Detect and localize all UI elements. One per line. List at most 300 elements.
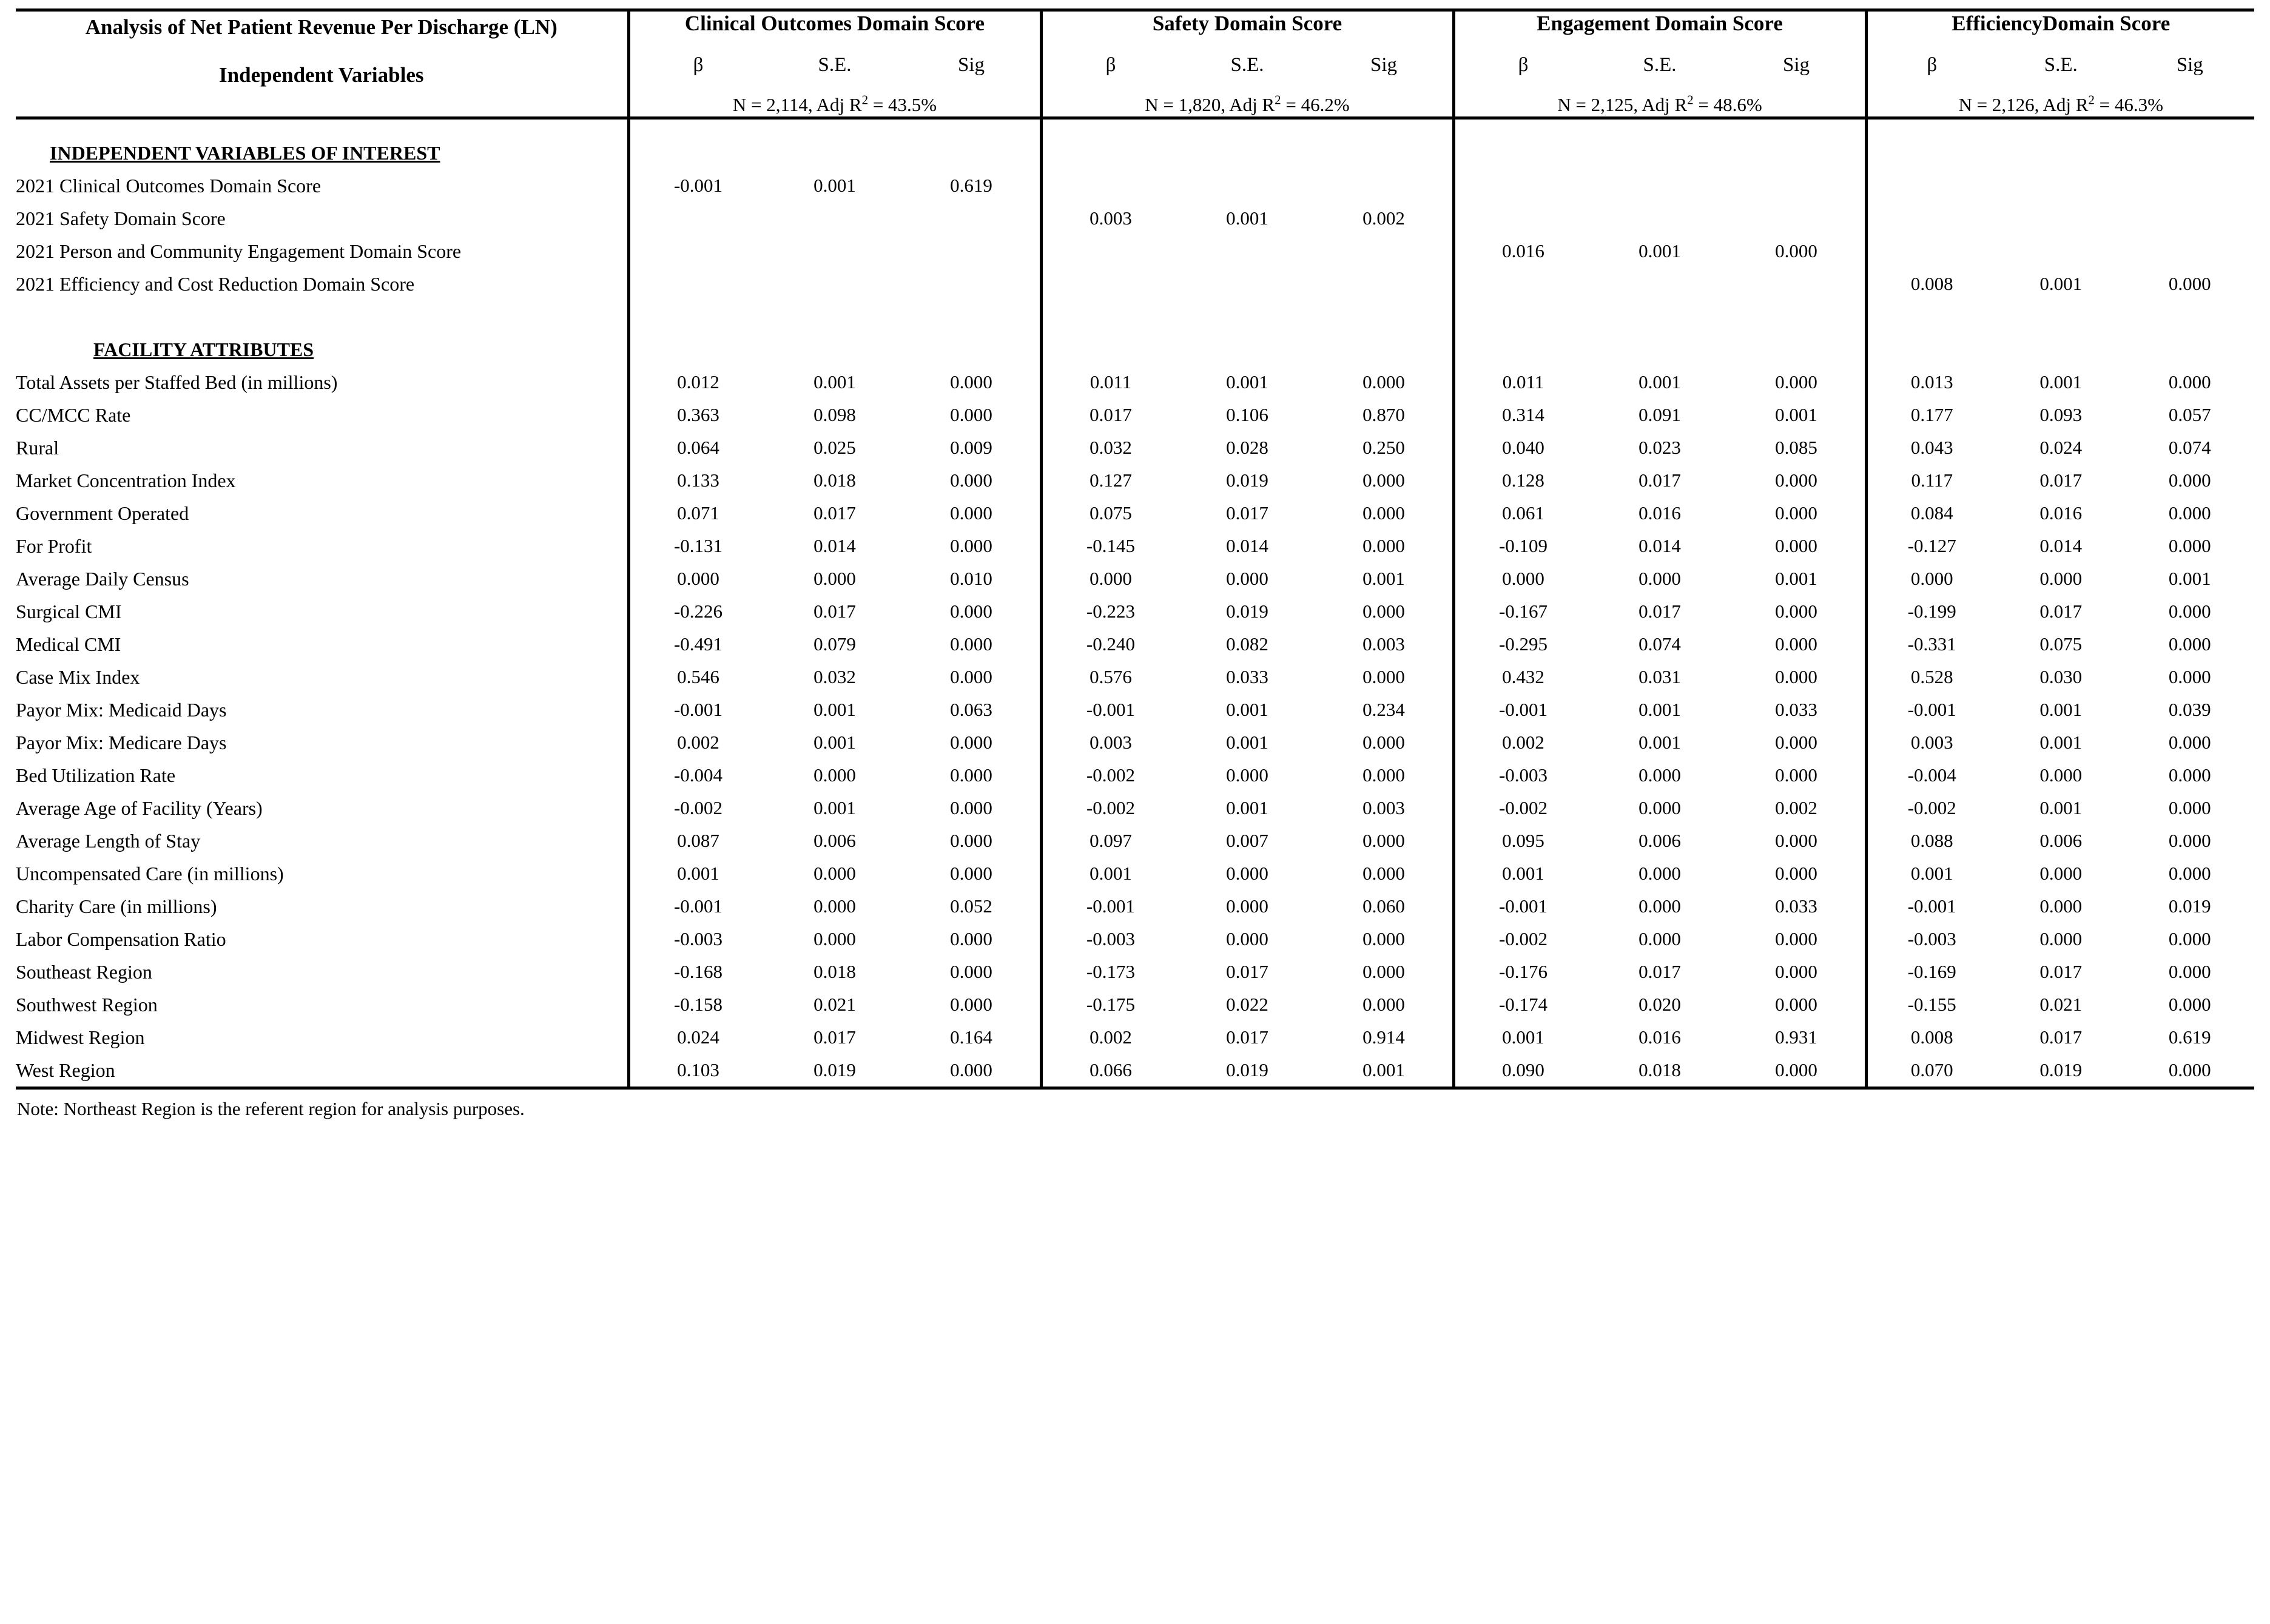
table-row bbox=[1455, 497, 1865, 530]
se-value: 0.001 bbox=[2039, 273, 2083, 294]
table-row bbox=[1455, 988, 1865, 1021]
se-value: 0.016 bbox=[1639, 1026, 1681, 1048]
table-row bbox=[630, 857, 1040, 890]
coefficient-group bbox=[1868, 857, 2255, 890]
sig-value: 0.063 bbox=[950, 699, 992, 720]
beta-value: 0.576 bbox=[1090, 666, 1132, 687]
beta-value: 0.000 bbox=[1910, 568, 1953, 589]
sig-value: 0.164 bbox=[950, 1026, 992, 1048]
coefficient-group bbox=[1868, 923, 2255, 955]
se-value: 0.000 bbox=[1639, 895, 1681, 917]
beta-value: 0.075 bbox=[1090, 502, 1132, 524]
coefficient-group bbox=[1868, 890, 2255, 923]
se-value: 0.106 bbox=[1226, 404, 1268, 425]
beta-value: 0.095 bbox=[1502, 830, 1544, 851]
sig-value: 0.000 bbox=[2168, 928, 2211, 949]
table-row bbox=[630, 562, 1040, 595]
sig-value: 0.000 bbox=[2168, 666, 2211, 687]
table-row bbox=[630, 169, 1040, 202]
coefficient-group bbox=[630, 431, 1040, 464]
se-value: 0.017 bbox=[2039, 470, 2083, 491]
subcol-se: S.E. bbox=[1230, 54, 1264, 76]
sig-value: 0.000 bbox=[950, 535, 992, 556]
beta-value: 0.363 bbox=[677, 404, 719, 425]
table-row bbox=[630, 628, 1040, 661]
variable-label: Total Assets per Staffed Bed (in millions) bbox=[16, 371, 338, 393]
coefficient-group bbox=[1868, 595, 2255, 628]
beta-value: -0.167 bbox=[1498, 601, 1548, 622]
header-domain-efficiency bbox=[1866, 10, 2254, 118]
beta-value: -0.240 bbox=[1086, 633, 1136, 655]
sig-value: 0.000 bbox=[1775, 371, 1817, 393]
table-row bbox=[1868, 431, 2255, 464]
subcol-beta: β bbox=[1927, 54, 1938, 76]
coefficient-group bbox=[1043, 988, 1452, 1021]
subcol-beta: β bbox=[1105, 54, 1116, 76]
sig-value: 0.000 bbox=[1362, 732, 1405, 753]
subcol-beta: β bbox=[693, 54, 704, 76]
sig-value: 0.002 bbox=[1775, 797, 1817, 818]
beta-value: 0.000 bbox=[1502, 568, 1544, 589]
sig-value: 0.000 bbox=[2168, 732, 2211, 753]
sig-value: 0.000 bbox=[1362, 830, 1405, 851]
se-value: 0.017 bbox=[1639, 470, 1681, 491]
beta-value: -0.199 bbox=[1907, 601, 1956, 622]
sig-value: 0.000 bbox=[1362, 764, 1405, 786]
se-value: 0.017 bbox=[1226, 1026, 1268, 1048]
sig-value: 0.000 bbox=[950, 601, 992, 622]
table-row bbox=[1043, 988, 1452, 1021]
se-value: 0.075 bbox=[2039, 633, 2083, 655]
coefficient-group bbox=[1455, 464, 1865, 497]
coefficient-group bbox=[630, 628, 1040, 661]
se-value: 0.001 bbox=[1639, 699, 1681, 720]
se-value: 0.000 bbox=[2039, 928, 2083, 949]
table-row bbox=[1455, 366, 1865, 399]
beta-value: 0.090 bbox=[1502, 1059, 1544, 1080]
coefficient-group bbox=[1868, 1021, 2255, 1054]
se-value: 0.028 bbox=[1226, 437, 1268, 458]
spacer bbox=[1043, 120, 1452, 136]
sig-value: 0.000 bbox=[1775, 863, 1817, 884]
table-body bbox=[16, 118, 2254, 1088]
beta-value: -0.175 bbox=[1086, 994, 1136, 1015]
coefficient-group bbox=[1868, 824, 2255, 857]
table-row bbox=[1868, 1054, 2255, 1087]
coefficient-group bbox=[1043, 1021, 1452, 1054]
table-row bbox=[1455, 857, 1865, 890]
beta-value: 0.032 bbox=[1090, 437, 1132, 458]
subcol-se: S.E. bbox=[2044, 54, 2078, 76]
table-row bbox=[630, 268, 1040, 300]
sig-value: 0.000 bbox=[2168, 994, 2211, 1015]
coefficient-group bbox=[630, 923, 1040, 955]
se-value: 0.006 bbox=[813, 830, 856, 851]
table-row bbox=[630, 497, 1040, 530]
se-value: 0.022 bbox=[1226, 994, 1268, 1015]
sig-value: 0.001 bbox=[1775, 568, 1817, 589]
coefficient-group bbox=[1455, 595, 1865, 628]
se-value: 0.000 bbox=[813, 568, 856, 589]
beta-value: -0.168 bbox=[673, 961, 723, 982]
beta-value: 0.040 bbox=[1502, 437, 1544, 458]
se-value: 0.033 bbox=[1226, 666, 1268, 687]
table-row bbox=[630, 595, 1040, 628]
table-row bbox=[1868, 988, 2255, 1021]
domain-title: Safety Domain Score bbox=[1152, 12, 1342, 35]
coefficient-group bbox=[1455, 431, 1865, 464]
spacer-row bbox=[1455, 300, 1865, 333]
sig-value: 0.000 bbox=[950, 764, 992, 786]
sig-value: 0.003 bbox=[1362, 797, 1405, 818]
se-value: 0.000 bbox=[1639, 764, 1681, 786]
section-heading-spacer bbox=[1868, 333, 2255, 366]
table-row bbox=[630, 988, 1040, 1021]
table-row bbox=[1868, 366, 2255, 399]
sig-value: 0.052 bbox=[950, 895, 992, 917]
spacer bbox=[16, 120, 627, 136]
beta-value: -0.004 bbox=[1907, 764, 1956, 786]
beta-value: -0.223 bbox=[1086, 601, 1136, 622]
variable-label: Bed Utilization Rate bbox=[16, 764, 176, 786]
beta-value: 0.088 bbox=[1910, 830, 1953, 851]
beta-value: -0.001 bbox=[1907, 699, 1956, 720]
variable-label: Payor Mix: Medicare Days bbox=[16, 732, 227, 753]
subcol-sig: Sig bbox=[1782, 54, 1810, 76]
coefficient-group bbox=[630, 169, 1040, 202]
table-row bbox=[630, 955, 1040, 988]
coefficient-group bbox=[1455, 366, 1865, 399]
subcol-beta: β bbox=[1518, 54, 1529, 76]
table-row bbox=[1455, 693, 1865, 726]
table-row bbox=[1868, 792, 2255, 824]
se-value: 0.000 bbox=[813, 895, 856, 917]
sig-value: 0.000 bbox=[1362, 666, 1405, 687]
variable-label: 2021 Clinical Outcomes Domain Score bbox=[16, 175, 322, 197]
sig-value: 0.000 bbox=[950, 371, 992, 393]
sig-value: 0.010 bbox=[950, 568, 992, 589]
beta-value: 0.016 bbox=[1502, 240, 1544, 261]
se-value: 0.001 bbox=[813, 175, 856, 196]
coefficient-group bbox=[1868, 366, 2255, 399]
coefficient-group bbox=[1043, 595, 1452, 628]
table-row bbox=[1868, 595, 2255, 628]
beta-value: -0.001 bbox=[673, 175, 723, 196]
beta-value: -0.145 bbox=[1086, 535, 1136, 556]
sig-value: 0.000 bbox=[2168, 502, 2211, 524]
variable-label: Payor Mix: Medicaid Days bbox=[16, 699, 227, 721]
coefficient-group bbox=[1043, 661, 1452, 693]
se-value: 0.000 bbox=[1639, 863, 1681, 884]
coefficient-group bbox=[1455, 857, 1865, 890]
se-value: 0.017 bbox=[2039, 601, 2083, 622]
table-row bbox=[1043, 497, 1452, 530]
coefficient-group bbox=[1455, 1054, 1865, 1087]
table-row bbox=[1868, 530, 2255, 562]
se-value: 0.001 bbox=[1226, 699, 1268, 720]
table-row bbox=[1868, 399, 2255, 431]
beta-value: 0.084 bbox=[1910, 502, 1953, 524]
table-row bbox=[1043, 857, 1452, 890]
beta-value: 0.011 bbox=[1090, 371, 1132, 393]
coefficient-group bbox=[630, 792, 1040, 824]
coefficient-group bbox=[1043, 431, 1452, 464]
table-row bbox=[1868, 759, 2255, 792]
spacer-row bbox=[1043, 300, 1452, 333]
se-value: 0.017 bbox=[1639, 601, 1681, 622]
se-value: 0.000 bbox=[1226, 568, 1268, 589]
sig-value: 0.000 bbox=[950, 961, 992, 982]
subcol-se: S.E. bbox=[1643, 54, 1677, 76]
beta-value: 0.008 bbox=[1910, 1026, 1953, 1048]
coefficient-group bbox=[1455, 562, 1865, 595]
beta-value: -0.003 bbox=[1498, 764, 1548, 786]
beta-value: -0.174 bbox=[1498, 994, 1548, 1015]
sig-value: 0.914 bbox=[1362, 1026, 1405, 1048]
beta-value: -0.002 bbox=[1498, 797, 1548, 818]
table-row bbox=[630, 792, 1040, 824]
coefficient-group bbox=[1868, 792, 2255, 824]
coefficient-group bbox=[1043, 464, 1452, 497]
header-domain-safety bbox=[1041, 10, 1453, 118]
coefficient-group bbox=[1868, 464, 2255, 497]
table-row bbox=[1043, 890, 1452, 923]
table-row bbox=[1455, 399, 1865, 431]
se-value: 0.017 bbox=[1639, 961, 1681, 982]
beta-value: 0.103 bbox=[677, 1059, 719, 1080]
beta-value: -0.002 bbox=[1086, 764, 1136, 786]
beta-value: 0.528 bbox=[1910, 666, 1953, 687]
table-row bbox=[1868, 1021, 2255, 1054]
section-heading-spacer bbox=[630, 136, 1040, 169]
beta-value: 0.133 bbox=[677, 470, 719, 491]
sig-value: 0.000 bbox=[1775, 764, 1817, 786]
table-row bbox=[1043, 464, 1452, 497]
se-value: 0.030 bbox=[2039, 666, 2083, 687]
sig-value: 0.000 bbox=[2168, 764, 2211, 786]
beta-value: -0.001 bbox=[1498, 699, 1548, 720]
beta-value: 0.064 bbox=[677, 437, 719, 458]
table-row bbox=[630, 726, 1040, 759]
beta-value: 0.001 bbox=[1502, 1026, 1544, 1048]
coefficient-group bbox=[1868, 530, 2255, 562]
sig-value: 0.234 bbox=[1362, 699, 1405, 720]
coefficient-group bbox=[1455, 726, 1865, 759]
coefficient-group bbox=[1455, 890, 1865, 923]
table-row bbox=[1868, 235, 2255, 268]
beta-value: -0.295 bbox=[1498, 633, 1548, 655]
section-heading-spacer bbox=[1455, 333, 1865, 366]
spacer-row bbox=[630, 300, 1040, 333]
table-row bbox=[1455, 824, 1865, 857]
coefficient-group bbox=[1868, 693, 2255, 726]
se-value: 0.018 bbox=[1639, 1059, 1681, 1080]
beta-value: -0.002 bbox=[1498, 928, 1548, 949]
variable-label: Market Concentration Index bbox=[16, 470, 236, 491]
se-value: 0.001 bbox=[2039, 699, 2083, 720]
sig-value: 0.003 bbox=[1362, 633, 1405, 655]
beta-value: 0.127 bbox=[1090, 470, 1132, 491]
coefficient-group bbox=[1455, 759, 1865, 792]
se-value: 0.001 bbox=[813, 371, 856, 393]
coefficient-group bbox=[630, 726, 1040, 759]
se-value: 0.000 bbox=[1226, 928, 1268, 949]
table-row bbox=[1043, 169, 1452, 202]
sig-value: 0.000 bbox=[2168, 633, 2211, 655]
header-row-label bbox=[16, 10, 628, 118]
sig-value: 0.057 bbox=[2168, 404, 2211, 425]
se-value: 0.001 bbox=[1226, 207, 1268, 229]
se-value: 0.006 bbox=[1639, 830, 1681, 851]
subcolumn-headers bbox=[1868, 54, 2255, 76]
domain-title: EfficiencyDomain Score bbox=[1952, 12, 2171, 35]
table-row bbox=[1455, 1054, 1865, 1087]
se-value: 0.074 bbox=[1639, 633, 1681, 655]
variable-label: Case Mix Index bbox=[16, 666, 140, 688]
domain-title: Engagement Domain Score bbox=[1537, 12, 1783, 35]
se-value: 0.000 bbox=[813, 863, 856, 884]
sig-value: 0.002 bbox=[1362, 207, 1405, 229]
sig-value: 0.000 bbox=[2168, 470, 2211, 491]
se-value: 0.031 bbox=[1639, 666, 1681, 687]
beta-value: -0.169 bbox=[1907, 961, 1956, 982]
sig-value: 0.000 bbox=[1775, 732, 1817, 753]
regression-results-table bbox=[16, 8, 2254, 1090]
variable-label: Average Daily Census bbox=[16, 568, 189, 590]
variable-label: 2021 Person and Community Engagement Domain Score bbox=[16, 240, 462, 262]
beta-value: -0.491 bbox=[673, 633, 723, 655]
se-value: 0.000 bbox=[1639, 568, 1681, 589]
beta-value: -0.002 bbox=[1086, 797, 1136, 818]
table-row bbox=[1455, 759, 1865, 792]
se-value: 0.093 bbox=[2039, 404, 2083, 425]
se-value: 0.014 bbox=[813, 535, 856, 556]
beta-value: -0.001 bbox=[1086, 699, 1136, 720]
table-row bbox=[1043, 399, 1452, 431]
subcol-sig: Sig bbox=[1370, 54, 1398, 76]
se-value: 0.091 bbox=[1639, 404, 1681, 425]
coefficient-group bbox=[1868, 628, 2255, 661]
table-row bbox=[1455, 890, 1865, 923]
se-value: 0.000 bbox=[1226, 895, 1268, 917]
beta-value: -0.331 bbox=[1907, 633, 1956, 655]
table-row bbox=[1868, 169, 2255, 202]
beta-value: 0.003 bbox=[1090, 732, 1132, 753]
sig-value: 0.000 bbox=[1775, 994, 1817, 1015]
table-row bbox=[1455, 431, 1865, 464]
se-value: 0.021 bbox=[2039, 994, 2083, 1015]
beta-value: -0.003 bbox=[673, 928, 723, 949]
table-row bbox=[630, 890, 1040, 923]
se-value: 0.001 bbox=[1226, 732, 1268, 753]
se-value: 0.001 bbox=[1226, 797, 1268, 818]
beta-value: -0.173 bbox=[1086, 961, 1136, 982]
sig-value: 0.000 bbox=[950, 863, 992, 884]
spacer-row bbox=[1868, 300, 2255, 333]
sig-value: 0.000 bbox=[1775, 1059, 1817, 1080]
beta-value: -0.127 bbox=[1907, 535, 1956, 556]
beta-value: 0.001 bbox=[1502, 863, 1544, 884]
beta-value: 0.071 bbox=[677, 502, 719, 524]
table-row bbox=[1043, 235, 1452, 268]
variable-label: For Profit bbox=[16, 535, 92, 557]
beta-value: -0.002 bbox=[1907, 797, 1956, 818]
sig-value: 0.870 bbox=[1362, 404, 1405, 425]
table-row bbox=[1868, 202, 2255, 235]
sig-value: 0.001 bbox=[1362, 568, 1405, 589]
beta-value: 0.043 bbox=[1910, 437, 1953, 458]
table-row bbox=[1868, 693, 2255, 726]
coefficient-group bbox=[1043, 628, 1452, 661]
table-row bbox=[630, 235, 1040, 268]
beta-value: -0.001 bbox=[673, 895, 723, 917]
beta-value: -0.158 bbox=[673, 994, 723, 1015]
coefficient-group bbox=[1043, 530, 1452, 562]
beta-value: 0.001 bbox=[1090, 863, 1132, 884]
table-row bbox=[630, 1054, 1040, 1087]
coefficient-group bbox=[630, 464, 1040, 497]
data-column-clinical-outcomes bbox=[628, 118, 1041, 1088]
sig-value: 0.000 bbox=[1775, 535, 1817, 556]
sig-value: 0.000 bbox=[950, 830, 992, 851]
table-row bbox=[1455, 792, 1865, 824]
se-value: 0.007 bbox=[1226, 830, 1268, 851]
sig-value: 0.085 bbox=[1775, 437, 1817, 458]
beta-value: -0.001 bbox=[1086, 895, 1136, 917]
se-value: 0.014 bbox=[2039, 535, 2083, 556]
coefficient-group bbox=[1455, 955, 1865, 988]
beta-value: -0.176 bbox=[1498, 961, 1548, 982]
section-heading: FACILITY ATTRIBUTES bbox=[93, 339, 314, 360]
sig-value: 0.000 bbox=[1775, 830, 1817, 851]
table-row bbox=[1868, 955, 2255, 988]
sig-value: 0.000 bbox=[2168, 601, 2211, 622]
sig-value: 0.000 bbox=[950, 994, 992, 1015]
table-row bbox=[1043, 824, 1452, 857]
se-value: 0.001 bbox=[1639, 732, 1681, 753]
beta-value: 0.001 bbox=[677, 863, 719, 884]
se-value: 0.000 bbox=[2039, 764, 2083, 786]
se-value: 0.017 bbox=[1226, 961, 1268, 982]
table-row bbox=[1868, 726, 2255, 759]
table-row bbox=[1868, 890, 2255, 923]
header-domain-clinical-outcomes bbox=[628, 10, 1041, 118]
beta-value: 0.432 bbox=[1502, 666, 1544, 687]
table-row bbox=[1455, 169, 1865, 202]
coefficient-group bbox=[1868, 955, 2255, 988]
coefficient-group bbox=[1455, 824, 1865, 857]
coefficient-group bbox=[1043, 399, 1452, 431]
sig-value: 0.000 bbox=[950, 732, 992, 753]
sig-value: 0.000 bbox=[1775, 502, 1817, 524]
row-labels-column bbox=[16, 118, 628, 1088]
table-row bbox=[1043, 792, 1452, 824]
variable-label: Labor Compensation Ratio bbox=[16, 928, 226, 950]
se-value: 0.001 bbox=[813, 732, 856, 753]
table-row bbox=[630, 1021, 1040, 1054]
beta-value: 0.002 bbox=[1090, 1026, 1132, 1048]
se-value: 0.017 bbox=[813, 1026, 856, 1048]
table-row bbox=[1455, 530, 1865, 562]
se-value: 0.000 bbox=[2039, 568, 2083, 589]
coefficient-group bbox=[1043, 955, 1452, 988]
coefficient-group bbox=[1868, 562, 2255, 595]
subcolumn-headers bbox=[1455, 54, 1865, 76]
header-analysis-title: Analysis of Net Patient Revenue Per Discharge (LN) bbox=[85, 15, 557, 39]
sig-value: 0.000 bbox=[950, 928, 992, 949]
se-value: 0.006 bbox=[2039, 830, 2083, 851]
variable-label: Midwest Region bbox=[16, 1026, 145, 1048]
